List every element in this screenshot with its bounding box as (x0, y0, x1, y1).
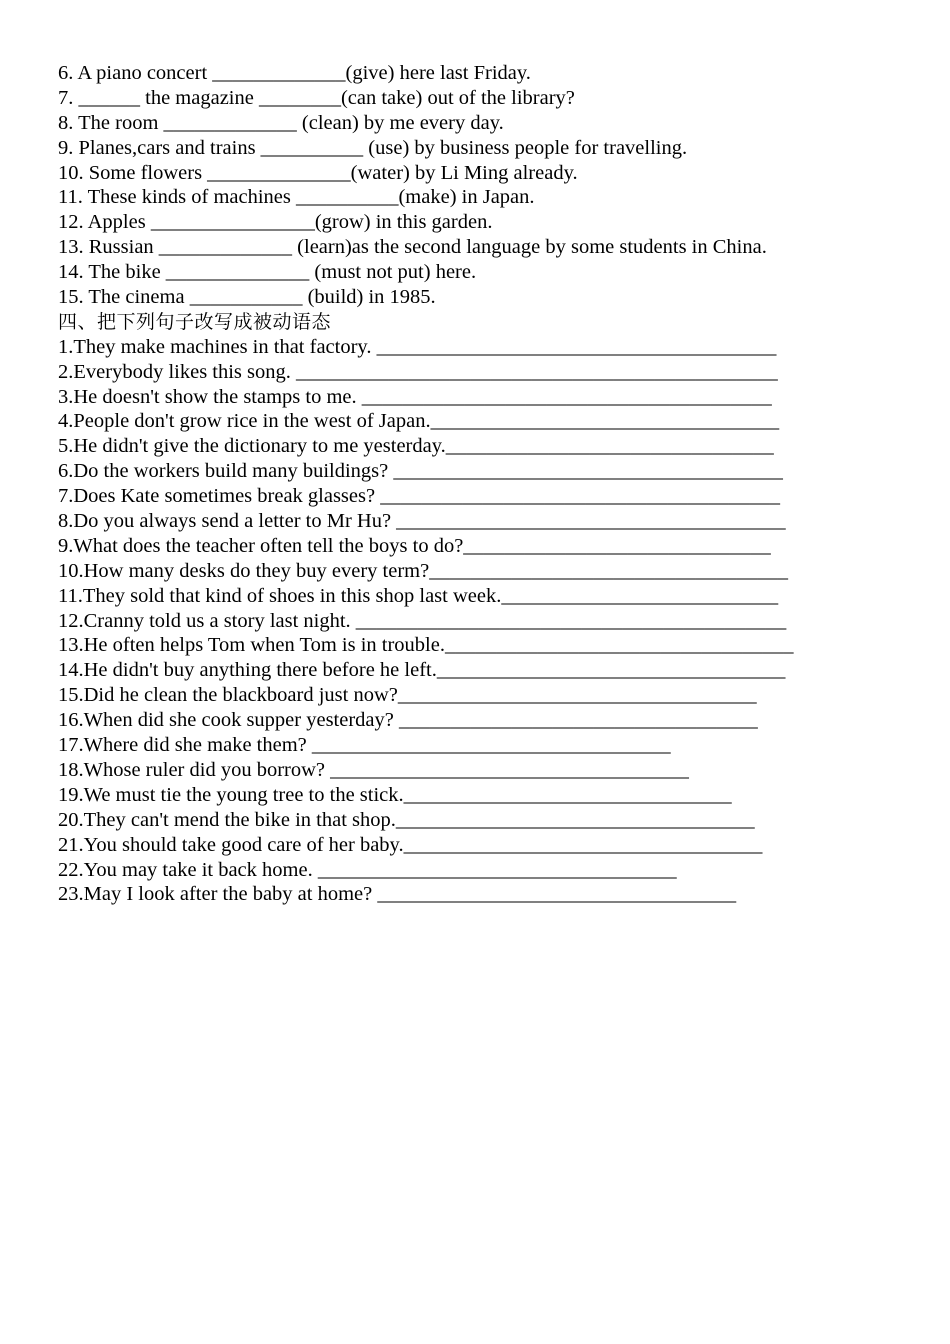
rewrite-item-14: 14.He didn't buy anything there before he left.__________________________________ (58, 659, 786, 682)
rewrite-item-4: 4.People don't grow rice in the west of Japan.__________________________________ (58, 410, 780, 433)
rewrite-item-3: 3.He doesn't show the stamps to me. ________________________________________ (58, 385, 772, 408)
rewrite-item-23: 23.May I look after the baby at home? ___________________________________ (58, 883, 737, 906)
rewrite-item-8: 8.Do you always send a letter to Mr Hu? ______________________________________ (58, 510, 786, 533)
worksheet-page (58, 61, 928, 907)
rewrite-item-11: 11.They sold that kind of shoes in this shop last week.___________________________ (58, 584, 779, 607)
rewrite-item-2: 2.Everybody likes this song. _______________________________________________ (58, 360, 778, 383)
fill-in-item-14: 14. The bike ______________ (must not put) here. (58, 261, 477, 284)
rewrite-item-13: 13.He often helps Tom when Tom is in trouble.__________________________________ (58, 634, 794, 657)
rewrite-item-5: 5.He didn't give the dictionary to me yesterday.________________________________ (58, 435, 774, 458)
fill-in-item-9: 9. Planes,cars and trains __________ (use) by business people for travelling. (58, 136, 688, 159)
fill-in-item-13: 13. Russian _____________ (learn)as the second language by some students in China. (58, 236, 767, 259)
fill-in-item-15: 15. The cinema ___________ (build) in 1985. (58, 286, 436, 309)
rewrite-item-22: 22.You may take it back home. ___________________________________ (58, 858, 677, 881)
rewrite-item-18: 18.Whose ruler did you borrow? ___________________________________ (58, 758, 689, 781)
fill-in-item-8: 8. The room _____________ (clean) by me every day. (58, 111, 504, 134)
rewrite-item-19: 19.We must tie the young tree to the stick.________________________________ (58, 783, 732, 806)
rewrite-item-17: 17.Where did she make them? ___________________________________ (58, 734, 671, 757)
rewrite-item-6: 6.Do the workers build many buildings? ______________________________________ (58, 460, 783, 483)
fill-in-item-11: 11. These kinds of machines __________(make) in Japan. (58, 186, 535, 209)
rewrite-item-1: 1.They make machines in that factory. _______________________________________ (58, 335, 777, 358)
fill-in-item-10: 10. Some flowers ______________(water) by Li Ming already. (58, 161, 578, 184)
rewrite-item-9: 9.What does the teacher often tell the boys to do?______________________________ (58, 534, 771, 557)
rewrite-item-21: 21.You should take good care of her baby.___________________________________ (58, 833, 763, 856)
fill-in-item-12: 12. Apples ________________(grow) in this garden. (58, 211, 493, 234)
rewrite-item-15: 15.Did he clean the blackboard just now?___________________________________ (58, 684, 757, 707)
fill-in-item-6: 6. A piano concert _____________(give) here last Friday. (58, 62, 531, 84)
rewrite-item-7: 7.Does Kate sometimes break glasses? _______________________________________ (58, 485, 780, 508)
fill-in-section (58, 61, 928, 310)
rewrite-item-10: 10.How many desks do they buy every term?___________________________________ (58, 559, 788, 582)
rewrite-item-20: 20.They can't mend the bike in that shop.___________________________________ (58, 808, 755, 831)
fill-in-item-7: 7. ______ the magazine ________(can take) out of the library? (58, 86, 575, 109)
section-heading: 四、把下列句子改写成被动语态 (58, 310, 332, 333)
rewrite-item-16: 16.When did she cook supper yesterday? ___________________________________ (58, 709, 758, 732)
rewrite-item-12: 12.Cranny told us a story last night. __________________________________________ (58, 609, 787, 632)
rewrite-section (58, 335, 928, 907)
